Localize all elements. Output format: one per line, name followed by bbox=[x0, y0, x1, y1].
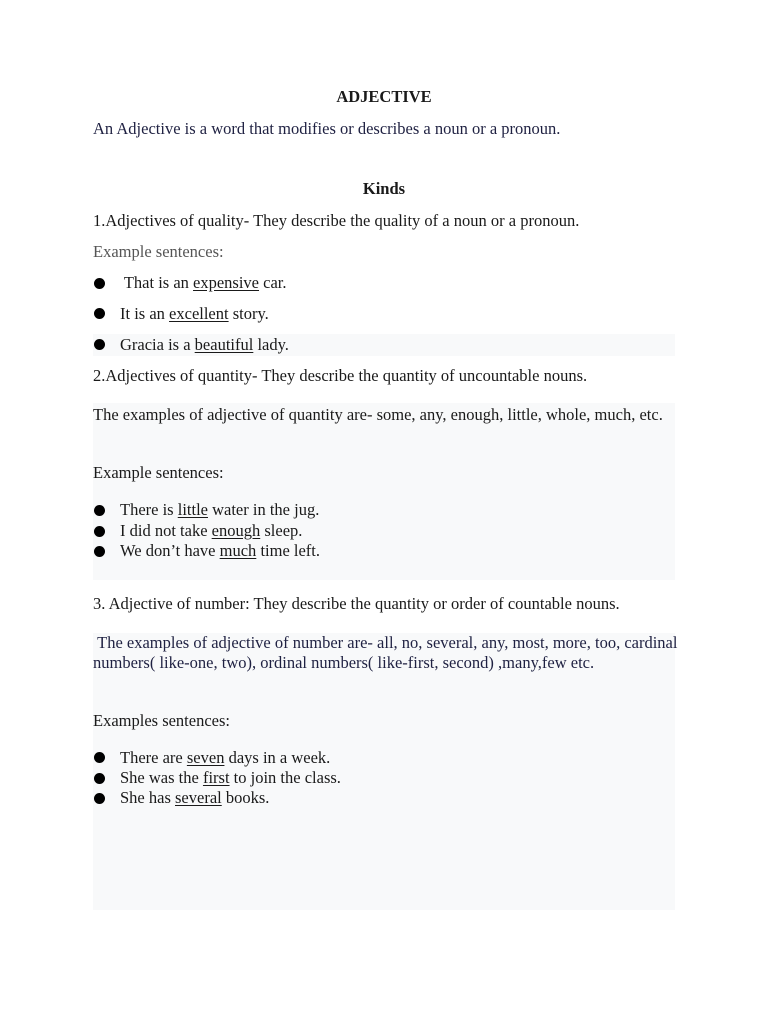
bullet-icon bbox=[94, 278, 105, 289]
list-item-adjective: expensive bbox=[193, 273, 260, 292]
list-item bbox=[120, 335, 289, 355]
list-item-pre: I did not take bbox=[120, 521, 212, 540]
list-item bbox=[120, 748, 330, 768]
bullet-icon bbox=[94, 773, 105, 784]
bullet-icon bbox=[94, 526, 105, 537]
list-item-post: car. bbox=[259, 273, 287, 292]
list-item-pre: It is an bbox=[120, 304, 170, 323]
list-item-pre: That is an bbox=[120, 273, 194, 292]
list-item-post: water in the jug. bbox=[207, 500, 320, 519]
list-item bbox=[120, 768, 341, 788]
list-item-pre: She was the bbox=[120, 768, 203, 787]
definition-text: An Adjective is a word that modifies or describes a noun or a pronoun. bbox=[93, 119, 561, 138]
list-item-pre: There is bbox=[120, 500, 178, 519]
list-item-adjective: beautiful bbox=[194, 335, 254, 354]
list-item-pre: Gracia is a bbox=[120, 335, 195, 354]
page-title: ADJECTIVE bbox=[336, 87, 432, 106]
bullet-icon bbox=[94, 505, 105, 516]
list-item-post: sleep. bbox=[260, 521, 303, 540]
list-item-adjective: excellent bbox=[169, 304, 229, 323]
list-item-post: books. bbox=[221, 788, 270, 807]
bullet-icon bbox=[94, 339, 105, 350]
list-item-adjective: first bbox=[202, 768, 230, 787]
list-item-pre: We don’t have bbox=[120, 541, 220, 560]
number-description: The examples of adjective of number are- all, no, several, any, most, more, too, cardinal numbers( like-one, two), ordinal numbers( like-first, second) ,many,few etc. bbox=[93, 633, 682, 672]
list-item-post: days in a week. bbox=[224, 748, 331, 767]
list-item-post: to join the class. bbox=[229, 768, 341, 787]
bullet-icon bbox=[94, 752, 105, 763]
list-item bbox=[120, 273, 287, 293]
quality-examples-label: Example sentences: bbox=[93, 242, 224, 261]
quality-heading: 1.Adjectives of quality- They describe the quality of a noun or a pronoun. bbox=[93, 211, 580, 230]
list-item-adjective: much bbox=[219, 541, 257, 560]
bullet-icon bbox=[94, 546, 105, 557]
list-item bbox=[120, 788, 269, 808]
list-item bbox=[120, 304, 269, 324]
bullet-icon bbox=[94, 793, 105, 804]
list-item-post: lady. bbox=[253, 335, 289, 354]
list-item bbox=[120, 500, 319, 520]
kinds-heading: Kinds bbox=[362, 179, 406, 198]
number-heading: 3. Adjective of number: They describe the quantity or order of countable nouns. bbox=[93, 594, 620, 613]
list-item-post: time left. bbox=[256, 541, 321, 560]
number-examples-label: Examples sentences: bbox=[93, 711, 230, 730]
quantity-examples-label: Example sentences: bbox=[93, 463, 224, 482]
list-item-pre: She has bbox=[120, 788, 175, 807]
list-item bbox=[120, 521, 302, 541]
list-item bbox=[120, 541, 320, 561]
list-item-adjective: enough bbox=[211, 521, 261, 540]
bullet-icon bbox=[94, 308, 105, 319]
quantity-heading: 2.Adjectives of quantity- They describe the quantity of uncountable nouns. bbox=[93, 366, 588, 385]
quantity-description: The examples of adjective of quantity are- some, any, enough, little, whole, much, etc. bbox=[93, 405, 663, 424]
list-item-adjective: seven bbox=[186, 748, 225, 767]
list-item-pre: There are bbox=[120, 748, 187, 767]
list-item-adjective: little bbox=[177, 500, 208, 519]
list-item-post: story. bbox=[228, 304, 269, 323]
list-item-adjective: several bbox=[175, 788, 222, 807]
